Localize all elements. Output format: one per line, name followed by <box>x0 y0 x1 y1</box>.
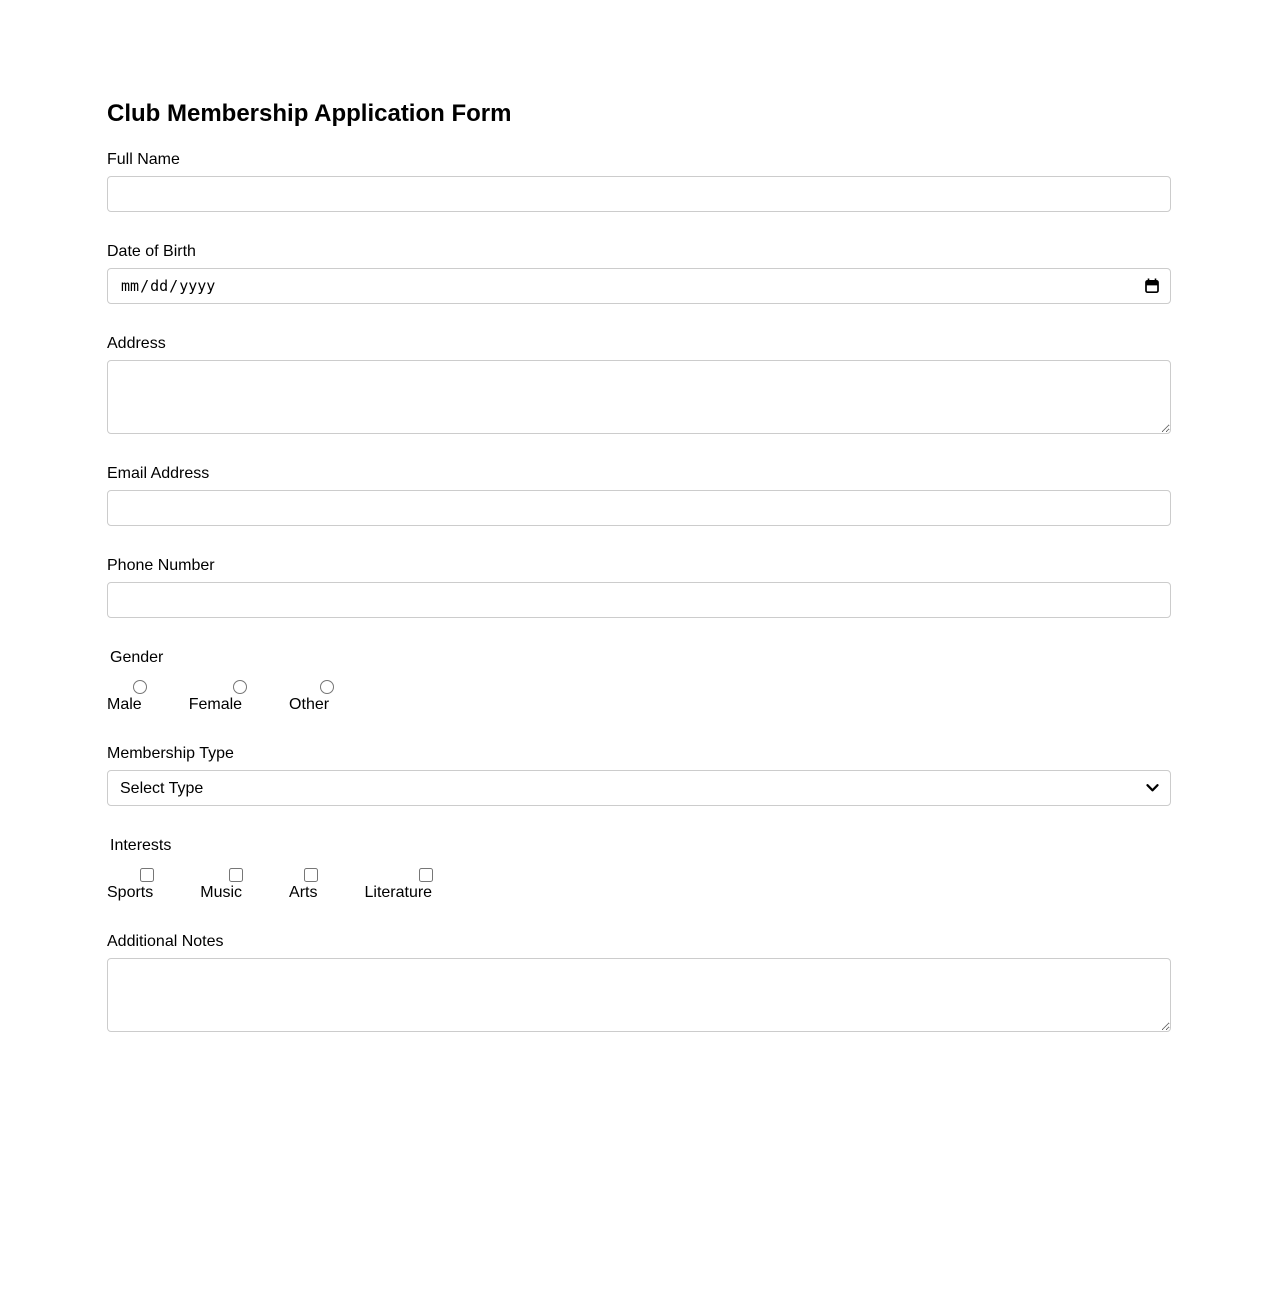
membership-type-select[interactable] <box>107 770 1171 806</box>
club-membership-page <box>107 0 1171 1122</box>
full-name-group <box>107 150 1171 212</box>
notes-group <box>107 932 1171 1032</box>
interest-sports-label: Sports <box>107 884 154 901</box>
full-name-label: Full Name <box>107 151 180 168</box>
interest-arts-checkbox[interactable] <box>304 868 318 882</box>
gender-options-row <box>107 674 1171 714</box>
interests-label: Interests <box>110 837 172 854</box>
interest-literature-checkbox[interactable] <box>419 868 433 882</box>
address-label: Address <box>107 335 166 352</box>
membership-type-field <box>107 770 1171 806</box>
interest-literature-label: Literature <box>364 884 433 901</box>
address-textarea[interactable] <box>107 360 1171 434</box>
full-name-input[interactable] <box>107 176 1171 212</box>
gender-male-radio[interactable] <box>133 680 147 694</box>
interest-music-checkbox[interactable] <box>229 868 243 882</box>
phone-group <box>107 556 1171 618</box>
gender-option-male[interactable] <box>107 680 142 714</box>
gender-group <box>107 648 1171 714</box>
email-group <box>107 464 1171 526</box>
email-input[interactable] <box>107 490 1171 526</box>
gender-option-female[interactable] <box>189 680 242 714</box>
gender-male-label: Male <box>107 696 142 713</box>
phone-label: Phone Number <box>107 557 215 574</box>
membership-type-group <box>107 744 1171 806</box>
dob-field <box>107 268 1171 304</box>
notes-label: Additional Notes <box>107 933 224 950</box>
phone-input[interactable] <box>107 582 1171 618</box>
page-title: Club Membership Application Form <box>107 100 512 127</box>
gender-female-radio[interactable] <box>233 680 247 694</box>
interest-option-sports[interactable] <box>107 868 153 902</box>
gender-other-radio[interactable] <box>320 680 334 694</box>
dob-input[interactable] <box>107 268 1171 304</box>
interest-option-literature[interactable] <box>364 868 432 902</box>
interest-option-arts[interactable] <box>289 868 317 902</box>
interest-music-label: Music <box>200 884 243 901</box>
interest-sports-checkbox[interactable] <box>140 868 154 882</box>
dob-group <box>107 242 1171 304</box>
membership-application-form <box>107 150 1171 1032</box>
notes-textarea[interactable] <box>107 958 1171 1032</box>
gender-female-label: Female <box>188 696 243 713</box>
interest-option-music[interactable] <box>200 868 242 902</box>
gender-option-other[interactable] <box>289 680 329 714</box>
gender-label: Gender <box>110 649 164 666</box>
email-label: Email Address <box>107 465 210 482</box>
interests-options-row <box>107 862 1171 902</box>
interest-arts-label: Arts <box>289 884 318 901</box>
gender-other-label: Other <box>289 696 330 713</box>
address-group <box>107 334 1171 434</box>
interests-group <box>107 836 1171 902</box>
membership-type-label: Membership Type <box>107 745 234 762</box>
dob-label: Date of Birth <box>107 243 196 260</box>
